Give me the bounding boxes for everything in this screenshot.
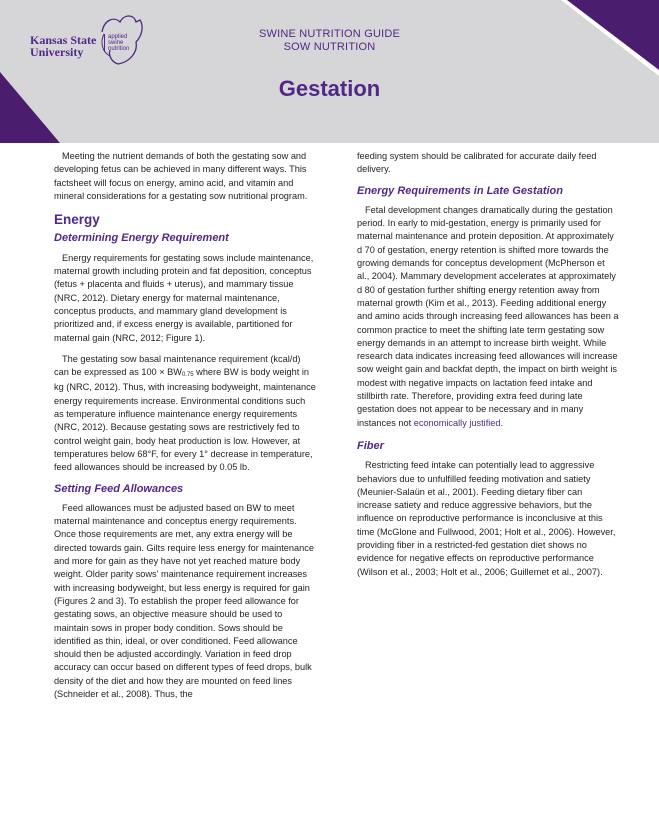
header-banner — [0, 0, 659, 143]
series-line2: SOW NUTRITION — [283, 41, 376, 53]
series-line1: SWINE NUTRITION GUIDE — [258, 28, 401, 40]
maintenance-text-a: The gestating sow basal maintenance requirement (kcal/d) can be expressed as 100 × BW — [54, 353, 301, 378]
heading-determining-energy: Determining Energy Requirement — [54, 232, 229, 245]
unit-name-line3: nutrition — [108, 46, 130, 52]
paragraph-late-gestation — [357, 204, 619, 430]
intro-paragraph: Meeting the nutrient demands of both the gestating sow and developing fetus can be achieved in many different ways. This factsheet will focus on energy, amino acid, and vitamin and mineral considerations for a gestating sow nutritional program. — [54, 151, 308, 201]
heading-setting-feed: Setting Feed Allowances — [54, 482, 184, 495]
university-name-line1: Kansas State — [30, 33, 97, 47]
exponent: 0.75 — [181, 372, 194, 379]
heading-late-gestation: Energy Requirements in Late Gestation — [357, 184, 563, 197]
left-column — [54, 150, 316, 709]
economically-justified-link[interactable]: economically justified — [413, 417, 501, 428]
late-gestation-text: Fetal development changes dramatically during the gestation period. In early to mid-gestation, energy is primarily used for maternal maintenance and protein deposition. At approximately d 70 of gestation, energy retention is shifted more towards the growing demands for conceptus development (McPherson et al., 2004). Mammary development accelerates at approximately d 80 of gestation further shifting energy retention away from maternal growth (Kim et al., 2013). Feeding additional energy and amino acids through increasing feed allowances has been a common practice to meet the shifting late term gestating sow energy demands in an attempt to increase birth weight. While research data indicates increasing feed allowances will increase sow weight gain and backfat depth, the impact on birth weight is modest with negative impacts on lactation feed intake and stillbirth rate. Therefore, providing extra feed during late gestation does not appear to be necessary and in many instances not — [357, 204, 619, 428]
unit-name-line1: applied — [108, 34, 128, 40]
unit-name-line2: swine — [108, 40, 124, 46]
late-gestation-end: . — [500, 417, 504, 428]
page-title: Gestation — [278, 76, 381, 101]
paragraph-energy-requirements: Energy requirements for gestating sows include maintenance, maternal growth including protein and fat deposition, conceptus (fetus + placenta and fluids + uterus), and mammary tissue (NRC, 2012). Dietary energy for maternal maintenance, conceptus products, and mammary gland development is prioritized and, if excess energy is available, partitioned for maternal gain (NRC, 2012; Figure 1). — [54, 252, 314, 343]
paragraph-feed-allowances: Feed allowances must be adjusted based on BW to meet maternal maintenance and conceptus energy requirements. Once those requirements are met, any extra energy will be directed towards gain. Gilts require less energy for maintenance and more for gain as they have not yet reached mature body weight. Older parity sows' maintenance requirement increases with increasing bodyweight, but less energy is required for gain (Figures 2 and 3). To establish the proper feed allowance for gestating sows, an objective measure should be used to maintain sows in proper body condition. Sows should be identified as thin, ideal, or over conditioned. Feed allowance should then be adjusted accordingly. Variation in feed drop accuracy can occur based on different types of feed drops, bulk density of the diet and how they are mounted on feed lines (Schneider et al., 2008). Thus, the — [54, 502, 314, 699]
maintenance-text-b: where BW is body weight in kg (NRC, 2012). Thus, with increasing bodyweight, maintenance energy requirements increase. Environmental conditions such as temperature influence maintenance energy requirements (NRC, 2012). Because gestating sows are restrictively fed to control weight gain, body heat production is low. However, at temperatures below 68°F, for every 1° decrease in temperature, feed allowances should be increased by 0.05 lb. — [54, 367, 316, 473]
paragraph-maintenance — [54, 353, 316, 475]
paragraph-feeding-system: feeding system should be calibrated for accurate daily feed delivery. — [357, 151, 597, 175]
heading-fiber: Fiber — [357, 439, 384, 452]
heading-energy: Energy — [54, 212, 100, 228]
university-name-line2: University — [30, 45, 84, 59]
paragraph-fiber: Restricting feed intake can potentially lead to aggressive behaviors due to unfulfilled feeding motivation and satiety (Meunier-Salaün et al., 2001). Feeding dietary fiber can increase satiety and reduce aggressive behaviors, but the influence on reproductive performance is inconclusive at this time (McGlone and Fullwood, 2001; Holt et al., 2006). However, providing fiber in a restricted-fed gestation diet shows no evidence for negative effects on reproductive performance (Wilson et al., 2003; Holt et al., 2006; Guillemet et al., 2007). — [357, 460, 616, 577]
right-column — [357, 150, 619, 587]
